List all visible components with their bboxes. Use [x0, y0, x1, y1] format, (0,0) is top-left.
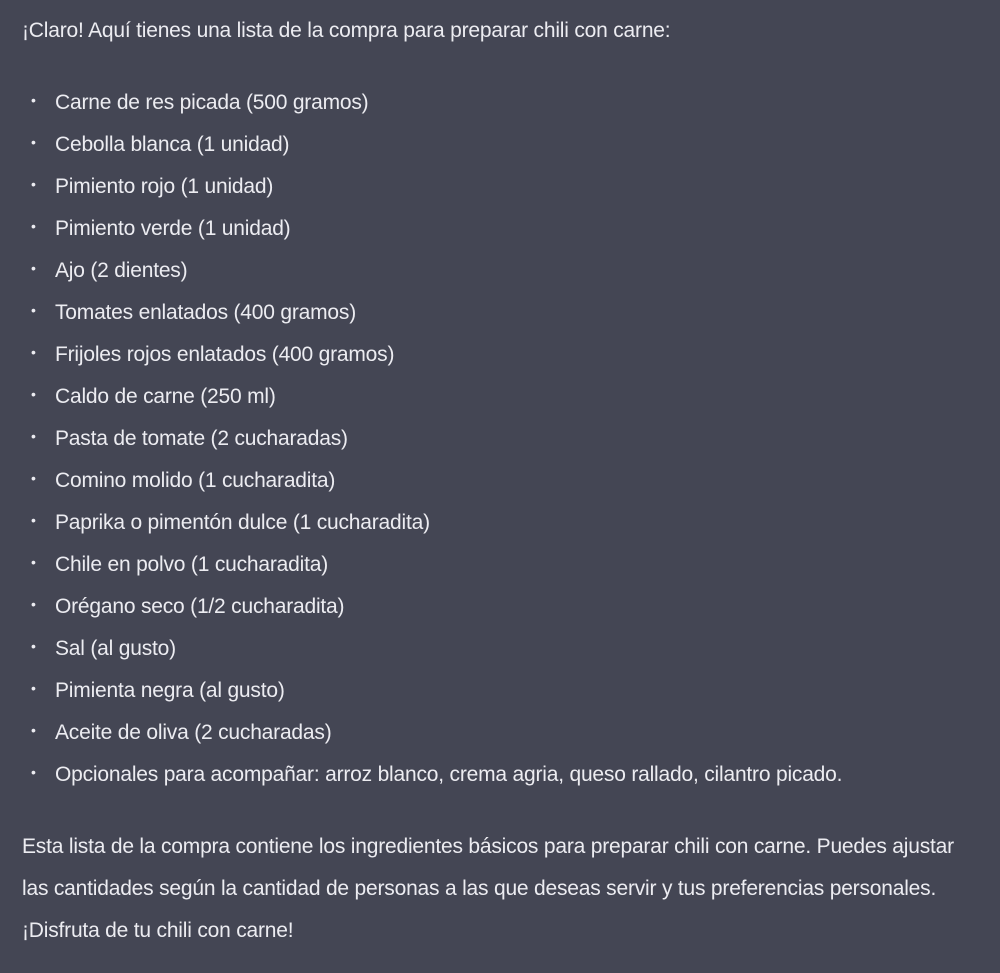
bullet-icon: • [31, 512, 36, 528]
bullet-icon: • [31, 680, 36, 696]
list-item [22, 166, 970, 208]
bullet-icon: • [31, 596, 36, 612]
bullet-icon: • [31, 638, 36, 654]
list-item-label: Carne de res picada (500 gramos) [55, 91, 369, 114]
list-item [22, 292, 970, 334]
list-item-label: Pimienta negra (al gusto) [55, 679, 285, 702]
list-item-label: Comino molido (1 cucharadita) [55, 469, 336, 492]
list-item-label: Sal (al gusto) [55, 637, 176, 660]
bullet-icon: • [31, 92, 36, 108]
bullet-icon: • [31, 764, 36, 780]
message-outro: Esta lista de la compra contiene los ingredientes básicos para preparar chili con carne. Puedes ajustar las cantidades según la cantidad de personas a las que deseas servir y tus preferencias personales. ¡Disfruta de tu chili con carne! [22, 835, 954, 942]
bullet-icon: • [31, 176, 36, 192]
bullet-icon: • [31, 344, 36, 360]
list-item [22, 670, 970, 712]
list-item [22, 250, 970, 292]
list-item [22, 460, 970, 502]
list-item-label: Orégano seco (1/2 cucharadita) [55, 595, 345, 618]
shopping-list [22, 82, 970, 796]
list-item-label: Tomates enlatados (400 gramos) [55, 301, 356, 324]
list-item-label: Pimiento rojo (1 unidad) [55, 175, 274, 198]
list-item-label: Caldo de carne (250 ml) [55, 385, 276, 408]
list-item [22, 628, 970, 670]
list-item-label: Opcionales para acompañar: arroz blanco, crema agria, queso rallado, cilantro picado. [55, 763, 843, 786]
list-item [22, 208, 970, 250]
list-item [22, 376, 970, 418]
bullet-icon: • [31, 260, 36, 276]
list-item [22, 502, 970, 544]
bullet-icon: • [31, 302, 36, 318]
list-item [22, 544, 970, 586]
bullet-icon: • [31, 386, 36, 402]
list-item-label: Cebolla blanca (1 unidad) [55, 133, 290, 156]
list-item-label: Aceite de oliva (2 cucharadas) [55, 721, 332, 744]
list-item [22, 754, 970, 796]
list-item [22, 124, 970, 166]
list-item [22, 712, 970, 754]
list-item-label: Pimiento verde (1 unidad) [55, 217, 291, 240]
message-intro: ¡Claro! Aquí tienes una lista de la compra para preparar chili con carne: [22, 19, 671, 42]
list-item [22, 418, 970, 460]
list-item [22, 334, 970, 376]
bullet-icon: • [31, 470, 36, 486]
list-item-label: Pasta de tomate (2 cucharadas) [55, 427, 348, 450]
list-item-label: Frijoles rojos enlatados (400 gramos) [55, 343, 395, 366]
bullet-icon: • [31, 428, 36, 444]
bullet-icon: • [31, 218, 36, 234]
list-item-label: Chile en polvo (1 cucharadita) [55, 553, 328, 576]
bullet-icon: • [31, 554, 36, 570]
list-item-label: Paprika o pimentón dulce (1 cucharadita) [55, 511, 430, 534]
bullet-icon: • [31, 722, 36, 738]
list-item [22, 82, 970, 124]
list-item-label: Ajo (2 dientes) [55, 259, 188, 282]
list-item [22, 586, 970, 628]
bullet-icon: • [31, 134, 36, 150]
